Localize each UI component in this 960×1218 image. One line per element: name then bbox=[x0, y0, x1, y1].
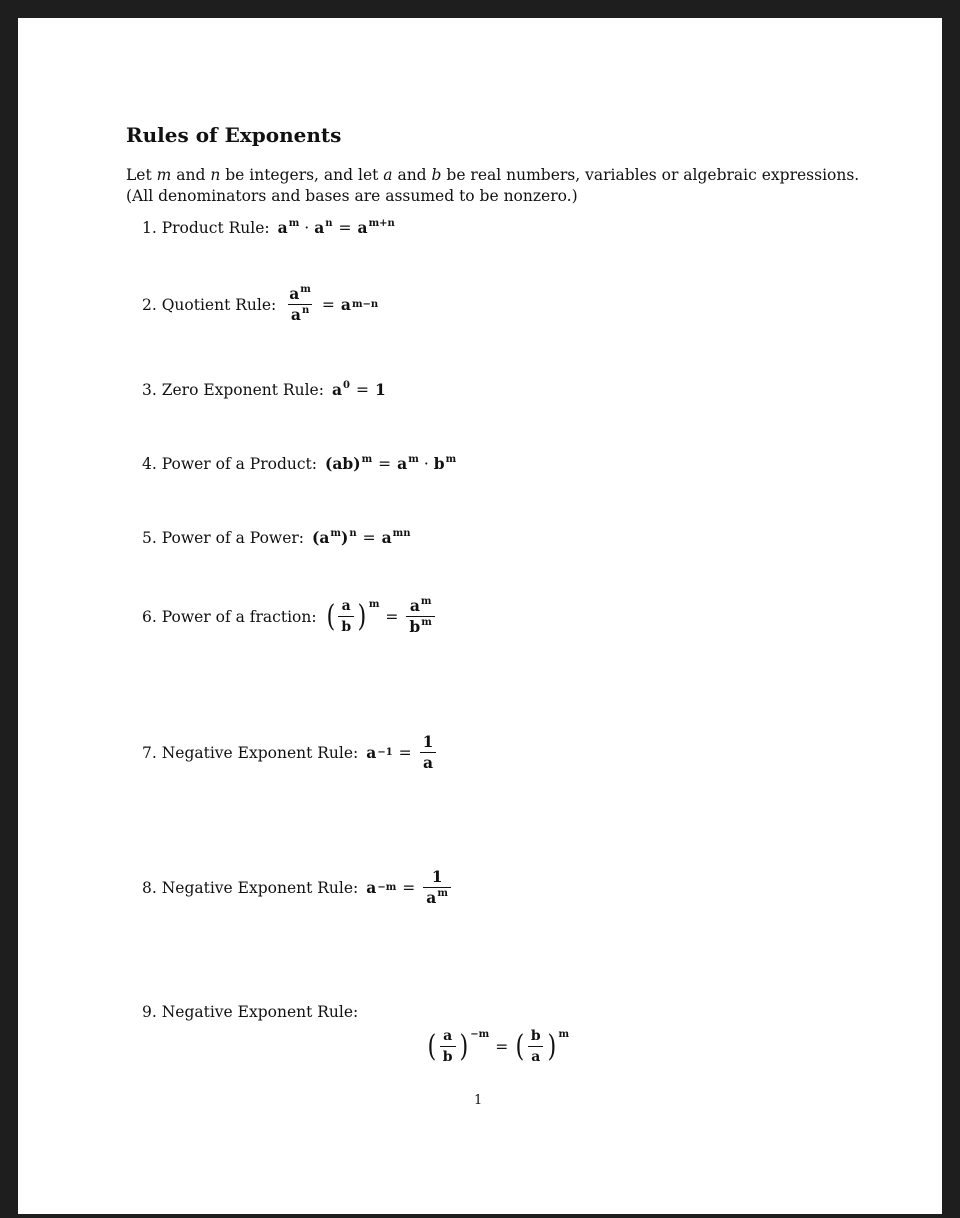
rule-3 bbox=[142, 380, 386, 399]
intro-text: and bbox=[171, 166, 211, 184]
intro-line-2: (All denominators and bases are assumed to be nonzero.) bbox=[126, 187, 578, 205]
numerator: 1 bbox=[422, 732, 434, 751]
denominator: b bbox=[440, 1046, 456, 1065]
denominator bbox=[288, 304, 312, 323]
base: a bbox=[290, 305, 301, 324]
paren: ( bbox=[326, 598, 335, 634]
exponent: m bbox=[300, 284, 311, 295]
equals: = bbox=[338, 219, 352, 237]
numerator: a bbox=[341, 598, 351, 614]
intro-text: and bbox=[392, 166, 432, 184]
paren: ) bbox=[340, 528, 349, 547]
result: 1 bbox=[374, 380, 386, 399]
paren: ) bbox=[458, 1028, 468, 1064]
exponent: n bbox=[301, 305, 310, 316]
rule-label: 2. Quotient Rule: bbox=[142, 295, 277, 314]
page-title: Rules of Exponents bbox=[126, 123, 342, 147]
exponent: mn bbox=[392, 528, 411, 539]
equals: = bbox=[378, 455, 392, 473]
intro-line-1 bbox=[126, 165, 886, 186]
exponent: m bbox=[420, 596, 432, 607]
equals: = bbox=[355, 381, 369, 399]
equals: = bbox=[398, 743, 412, 762]
denominator: b bbox=[338, 616, 354, 635]
base: b bbox=[433, 454, 445, 473]
paren: ) bbox=[353, 454, 361, 473]
numerator bbox=[286, 286, 314, 304]
rule-label: 6. Power of a fraction: bbox=[142, 607, 317, 626]
base: a bbox=[366, 878, 377, 897]
paren: ) bbox=[547, 1028, 556, 1064]
base: a bbox=[277, 218, 288, 237]
exponent: m bbox=[445, 454, 457, 465]
numerator bbox=[407, 598, 435, 616]
denominator: a bbox=[528, 1046, 543, 1065]
base: ab bbox=[332, 454, 354, 473]
paren-group: ( $\frac{a}{b}$ ) $^{-m}$ bbox=[427, 1028, 490, 1065]
numerator: a bbox=[443, 1028, 453, 1044]
rule-label: 4. Power of a Product: bbox=[142, 454, 317, 473]
rule-label: 1. Product Rule: bbox=[142, 218, 270, 237]
fraction bbox=[420, 734, 437, 771]
base: a bbox=[397, 454, 408, 473]
page-number: 1 bbox=[474, 1093, 483, 1108]
equals: = bbox=[362, 529, 376, 547]
base: a bbox=[426, 888, 437, 907]
base: a bbox=[319, 528, 330, 547]
rule-1 bbox=[142, 218, 395, 237]
base: a bbox=[381, 528, 392, 547]
intro-text: be integers, and let bbox=[220, 166, 384, 184]
equals: = bbox=[321, 295, 335, 314]
document-page bbox=[18, 18, 942, 1214]
rule-2 bbox=[142, 286, 378, 323]
exponent: m bbox=[361, 454, 373, 465]
operator: · bbox=[423, 455, 429, 473]
equals: = bbox=[402, 878, 416, 897]
rule-label: 3. Zero Exponent Rule: bbox=[142, 380, 324, 399]
denominator bbox=[423, 887, 451, 906]
paren: ( bbox=[312, 528, 320, 547]
rule-label: 9. Negative Exponent Rule: bbox=[142, 1003, 359, 1021]
rule-7 bbox=[142, 734, 438, 771]
intro-text: be real numbers, variables or algebraic expressions. bbox=[441, 166, 860, 184]
exponent: 0 bbox=[342, 380, 350, 391]
equals: = bbox=[495, 1037, 509, 1056]
intro-text: Let bbox=[126, 166, 157, 184]
fraction bbox=[440, 1028, 456, 1065]
paren: ( bbox=[325, 454, 333, 473]
base: a bbox=[314, 218, 325, 237]
paren: ) bbox=[357, 598, 367, 634]
fraction bbox=[286, 286, 314, 323]
base: a bbox=[331, 380, 342, 399]
rule-label: 7. Negative Exponent Rule: bbox=[142, 743, 359, 762]
formula-zero-exponent bbox=[332, 380, 386, 399]
exponent: n bbox=[325, 218, 333, 229]
exponent: n bbox=[349, 528, 357, 539]
paren: ( bbox=[515, 1028, 525, 1064]
rule-8 bbox=[142, 869, 453, 906]
equals: = bbox=[385, 607, 399, 626]
base: a bbox=[357, 218, 368, 237]
formula-power-of-product bbox=[325, 454, 456, 473]
formula-negative-exponent-3 bbox=[426, 1028, 569, 1065]
base: b bbox=[409, 617, 421, 636]
rule-6 bbox=[142, 598, 437, 635]
rule-5 bbox=[142, 528, 411, 547]
formula-negative-exponent-2: a −m = $\frac{1}{a^m}$ bbox=[366, 869, 453, 906]
rule-4 bbox=[142, 454, 456, 473]
formula-negative-exponent-1: a −1 = $\frac{1}{a}$ bbox=[366, 734, 438, 771]
formula-power-of-power bbox=[312, 528, 411, 547]
var-n: n bbox=[210, 166, 221, 184]
fraction bbox=[423, 869, 451, 906]
formula-product-rule bbox=[278, 218, 395, 237]
paren-group: ( $\frac{b}{a}$ ) $^m$ bbox=[515, 1028, 570, 1065]
exponent: m bbox=[288, 218, 300, 229]
var-b: b bbox=[431, 166, 442, 184]
var-m: m bbox=[156, 166, 172, 184]
denominator bbox=[406, 616, 434, 635]
numerator: 1 bbox=[431, 867, 443, 886]
rule-label: 5. Power of a Power: bbox=[142, 528, 304, 547]
base: a bbox=[366, 743, 377, 762]
exponent: m bbox=[421, 617, 432, 628]
formula-quotient-rule: $\frac{a^m}{a^n}$ = a m−n bbox=[284, 286, 378, 323]
exponent: m bbox=[330, 528, 341, 539]
denominator: a bbox=[420, 752, 436, 771]
numerator: b bbox=[530, 1028, 541, 1044]
base: a bbox=[340, 295, 351, 314]
operator: · bbox=[304, 219, 310, 237]
base: a bbox=[289, 284, 300, 303]
rule-9 bbox=[142, 1003, 366, 1021]
formula-power-of-fraction bbox=[325, 598, 437, 635]
fraction bbox=[338, 598, 354, 635]
paren-group: ( $\frac{a}{b}$ ) $^m$ bbox=[326, 598, 380, 635]
exponent: m+n bbox=[368, 218, 395, 229]
exponent: m bbox=[408, 454, 419, 465]
exponent: m bbox=[437, 888, 448, 899]
var-a: a bbox=[383, 166, 393, 184]
fraction bbox=[406, 598, 434, 635]
fraction bbox=[528, 1028, 544, 1065]
rule-label: 8. Negative Exponent Rule: bbox=[142, 878, 359, 897]
paren: ( bbox=[427, 1028, 437, 1064]
base: a bbox=[409, 596, 420, 615]
intro-paragraph bbox=[126, 165, 886, 207]
